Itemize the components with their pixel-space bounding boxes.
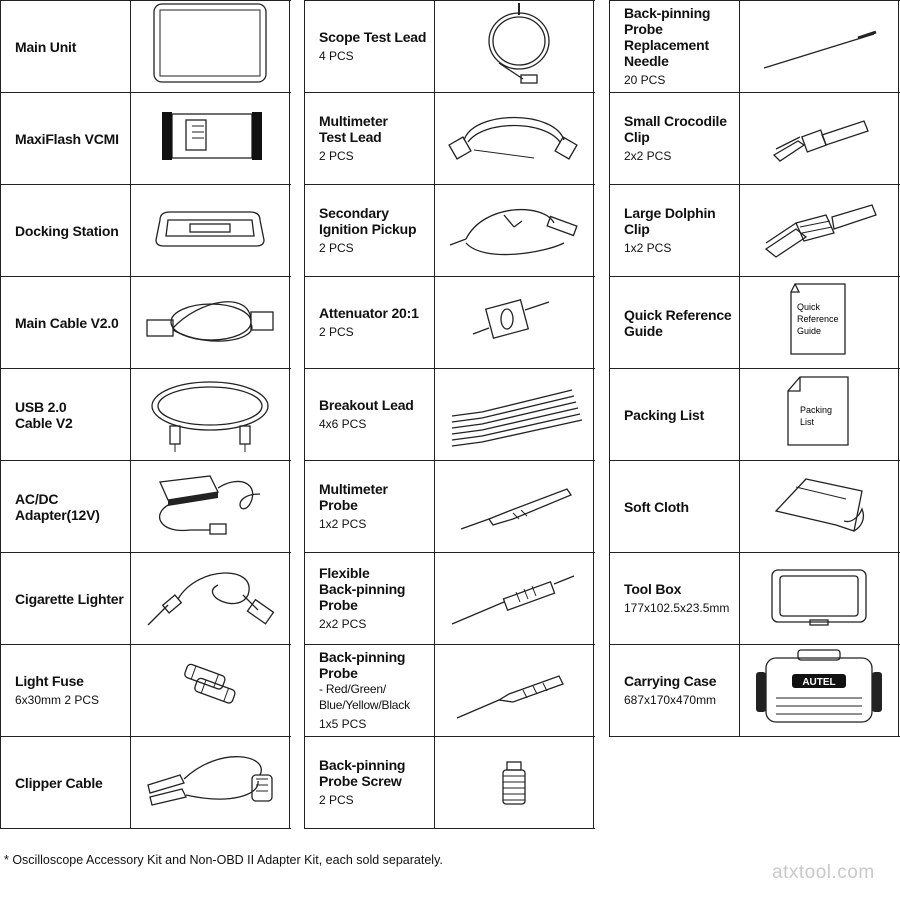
package-item-row bbox=[305, 461, 595, 553]
item-picture-cell bbox=[740, 553, 899, 644]
item-name: Docking Station bbox=[15, 222, 119, 239]
item-label-cell bbox=[305, 645, 435, 736]
package-item-row bbox=[305, 645, 595, 737]
item-label-cell bbox=[610, 461, 740, 552]
item-label-cell bbox=[1, 185, 131, 276]
item-label-cell bbox=[1, 93, 131, 184]
svg-text:Guide: Guide bbox=[797, 326, 822, 336]
package-item-row bbox=[610, 461, 900, 553]
item-picture-cell bbox=[740, 185, 899, 276]
item-picture-cell bbox=[435, 645, 594, 736]
needle-icon bbox=[754, 12, 884, 81]
item-label-cell bbox=[610, 645, 740, 736]
docking-station-icon bbox=[140, 200, 280, 261]
item-name: Tool Box bbox=[624, 581, 682, 597]
item-name: Light Fuse bbox=[15, 673, 84, 689]
item-name: Clipper Cable bbox=[15, 774, 103, 791]
package-item-row bbox=[1, 1, 291, 93]
item-label-cell bbox=[305, 553, 435, 644]
column-3 bbox=[609, 0, 900, 737]
item-label-cell bbox=[610, 93, 740, 184]
item-picture-cell bbox=[435, 737, 594, 828]
package-item-row bbox=[305, 553, 595, 645]
item-name: Quick Reference Guide bbox=[624, 306, 732, 339]
item-label-cell bbox=[610, 185, 740, 276]
item-label-cell bbox=[305, 93, 435, 184]
item-label-cell bbox=[305, 369, 435, 460]
package-item-row bbox=[1, 93, 291, 185]
package-item-row bbox=[610, 369, 900, 461]
package-item-row bbox=[305, 737, 595, 829]
package-item-row bbox=[610, 645, 900, 737]
package-item-row bbox=[610, 93, 900, 185]
item-label-cell bbox=[305, 737, 435, 828]
item-quantity: 4 PCS bbox=[319, 49, 354, 63]
item-quantity: 1x2 PCS bbox=[624, 241, 672, 255]
item-name: Small Crocodile Clip bbox=[624, 113, 727, 145]
item-picture-cell bbox=[435, 369, 594, 460]
item-quantity: 2 PCS bbox=[319, 241, 354, 255]
package-item-row bbox=[610, 185, 900, 277]
main-cable-icon bbox=[139, 280, 281, 365]
item-quantity: 1x5 PCS bbox=[319, 717, 367, 731]
backpin-probe-icon bbox=[449, 652, 579, 729]
item-name: Packing List bbox=[624, 406, 705, 423]
fuse-icon bbox=[160, 656, 260, 725]
large-dolphin-clip-icon bbox=[756, 193, 882, 268]
item-label-cell bbox=[1, 645, 131, 736]
item-picture-cell bbox=[131, 553, 290, 644]
item-label-cell bbox=[1, 737, 131, 828]
item-name: Back-pinning Probe Screw bbox=[319, 757, 406, 789]
item-name: Multimeter Probe bbox=[319, 481, 388, 513]
adapter-icon bbox=[140, 464, 280, 549]
ignition-pickup-icon bbox=[444, 193, 584, 268]
package-item-row bbox=[610, 1, 900, 93]
item-picture-cell bbox=[131, 1, 290, 92]
item-picture-cell bbox=[740, 93, 899, 184]
item-quantity: 2x2 PCS bbox=[624, 149, 672, 163]
multimeter-lead-icon bbox=[444, 100, 584, 177]
item-quantity: 2 PCS bbox=[319, 149, 354, 163]
package-item-row bbox=[1, 553, 291, 645]
item-picture-cell bbox=[131, 93, 290, 184]
item-picture-cell bbox=[435, 553, 594, 644]
attenuator-icon bbox=[459, 290, 569, 355]
item-name: Carrying Case bbox=[624, 673, 717, 689]
item-quantity: 687x170x470mm bbox=[624, 693, 717, 707]
package-item-row bbox=[610, 277, 900, 369]
item-label-cell bbox=[610, 369, 740, 460]
item-name: Large Dolphin Clip bbox=[624, 205, 716, 237]
scope-lead-icon bbox=[449, 1, 579, 92]
item-label-cell bbox=[305, 185, 435, 276]
item-label-cell bbox=[1, 277, 131, 368]
item-picture-cell bbox=[740, 461, 899, 552]
item-picture-cell bbox=[435, 93, 594, 184]
usb-cable-icon bbox=[140, 368, 280, 461]
package-item-row bbox=[305, 277, 595, 369]
svg-text:Packing: Packing bbox=[800, 405, 833, 415]
package-item-row bbox=[1, 277, 291, 369]
column-1 bbox=[0, 0, 291, 829]
item-picture-cell bbox=[131, 369, 290, 460]
item-picture-cell bbox=[435, 461, 594, 552]
item-label-cell bbox=[1, 461, 131, 552]
item-quantity: 2 PCS bbox=[319, 793, 354, 807]
item-picture-cell bbox=[740, 1, 899, 92]
item-label-cell bbox=[610, 277, 740, 368]
package-item-row bbox=[1, 185, 291, 277]
item-quantity: 4x6 PCS bbox=[319, 417, 367, 431]
package-item-row bbox=[1, 461, 291, 553]
item-name: Breakout Lead bbox=[319, 397, 414, 413]
item-name: Main Cable V2.0 bbox=[15, 314, 119, 331]
item-label-cell bbox=[305, 1, 435, 92]
cigarette-lighter-icon bbox=[138, 555, 283, 642]
item-label-cell bbox=[610, 1, 740, 92]
clipper-cable-icon bbox=[140, 745, 280, 820]
package-item-row bbox=[1, 737, 291, 829]
item-quantity: 6x30mm 2 PCS bbox=[15, 693, 100, 707]
tool-box-icon bbox=[766, 564, 872, 633]
item-name: Flexible Back-pinning Probe bbox=[319, 565, 406, 613]
item-quantity: 2 PCS bbox=[319, 325, 354, 339]
item-quantity: 2x2 PCS bbox=[319, 617, 367, 631]
item-quantity: 20 PCS bbox=[624, 73, 666, 87]
item-quantity: 177x102.5x23.5mm bbox=[624, 601, 730, 615]
probe-screw-icon bbox=[497, 752, 531, 813]
item-label-cell bbox=[1, 1, 131, 92]
package-item-row bbox=[305, 369, 595, 461]
package-item-row bbox=[1, 369, 291, 461]
item-picture-cell bbox=[131, 737, 290, 828]
package-item-row bbox=[305, 93, 595, 185]
item-name: USB 2.0 Cable V2 bbox=[15, 398, 73, 431]
item-picture-cell bbox=[131, 185, 290, 276]
footnote: * Oscilloscope Accessory Kit and Non-OBD II Adapter Kit, each sold separately. bbox=[4, 853, 443, 867]
item-name: AC/DC Adapter(12V) bbox=[15, 490, 100, 523]
svg-text:List: List bbox=[800, 417, 815, 427]
item-name: Main Unit bbox=[15, 38, 77, 55]
svg-text:AUTEL: AUTEL bbox=[802, 677, 836, 688]
svg-text:Reference: Reference bbox=[797, 314, 839, 324]
small-crocodile-clip-icon bbox=[764, 105, 874, 172]
packing-list-icon bbox=[784, 373, 854, 456]
item-name: Secondary Ignition Pickup bbox=[319, 205, 417, 237]
item-picture-cell bbox=[435, 1, 594, 92]
item-name: Cigarette Lighter bbox=[15, 590, 124, 607]
carrying-case-icon bbox=[752, 648, 886, 733]
item-quantity: 1x2 PCS bbox=[319, 517, 367, 531]
item-label-cell bbox=[1, 553, 131, 644]
column-2 bbox=[304, 0, 595, 829]
item-picture-cell bbox=[740, 277, 899, 368]
item-label-cell bbox=[610, 553, 740, 644]
package-item-row bbox=[305, 185, 595, 277]
item-name: Attenuator 20:1 bbox=[319, 305, 419, 321]
item-picture-cell bbox=[131, 277, 290, 368]
breakout-lead-icon bbox=[442, 370, 587, 459]
item-name: MaxiFlash VCMI bbox=[15, 130, 119, 147]
item-label-cell bbox=[1, 369, 131, 460]
quick-reference-guide-icon bbox=[787, 280, 851, 365]
item-picture-cell bbox=[740, 645, 899, 736]
tablet-icon bbox=[144, 2, 276, 91]
item-picture-cell bbox=[740, 369, 899, 460]
package-item-row bbox=[305, 1, 595, 93]
svg-text:Quick: Quick bbox=[797, 302, 821, 312]
item-name: Back-pinning Probe bbox=[319, 649, 406, 681]
svg-text:AUTEL: AUTEL bbox=[212, 76, 225, 81]
item-picture-cell bbox=[131, 645, 290, 736]
soft-cloth-icon bbox=[766, 469, 872, 544]
vcmi-icon bbox=[144, 98, 276, 179]
multimeter-probe-icon bbox=[449, 469, 579, 544]
package-item-row bbox=[610, 553, 900, 645]
item-name: Scope Test Lead bbox=[319, 29, 427, 45]
item-label-cell bbox=[305, 461, 435, 552]
item-name: Soft Cloth bbox=[624, 498, 689, 515]
item-label-cell bbox=[305, 277, 435, 368]
item-picture-cell bbox=[435, 277, 594, 368]
watermark: atxtool.com bbox=[772, 862, 875, 883]
item-picture-cell bbox=[131, 461, 290, 552]
package-item-row bbox=[1, 645, 291, 737]
item-picture-cell bbox=[435, 185, 594, 276]
item-name: Back-pinning Probe Replacement Needle bbox=[624, 5, 711, 69]
item-colors: - Red/Green/ Blue/Yellow/Black bbox=[319, 682, 410, 712]
flex-probe-icon bbox=[444, 558, 584, 639]
item-name: Multimeter Test Lead bbox=[319, 113, 388, 145]
